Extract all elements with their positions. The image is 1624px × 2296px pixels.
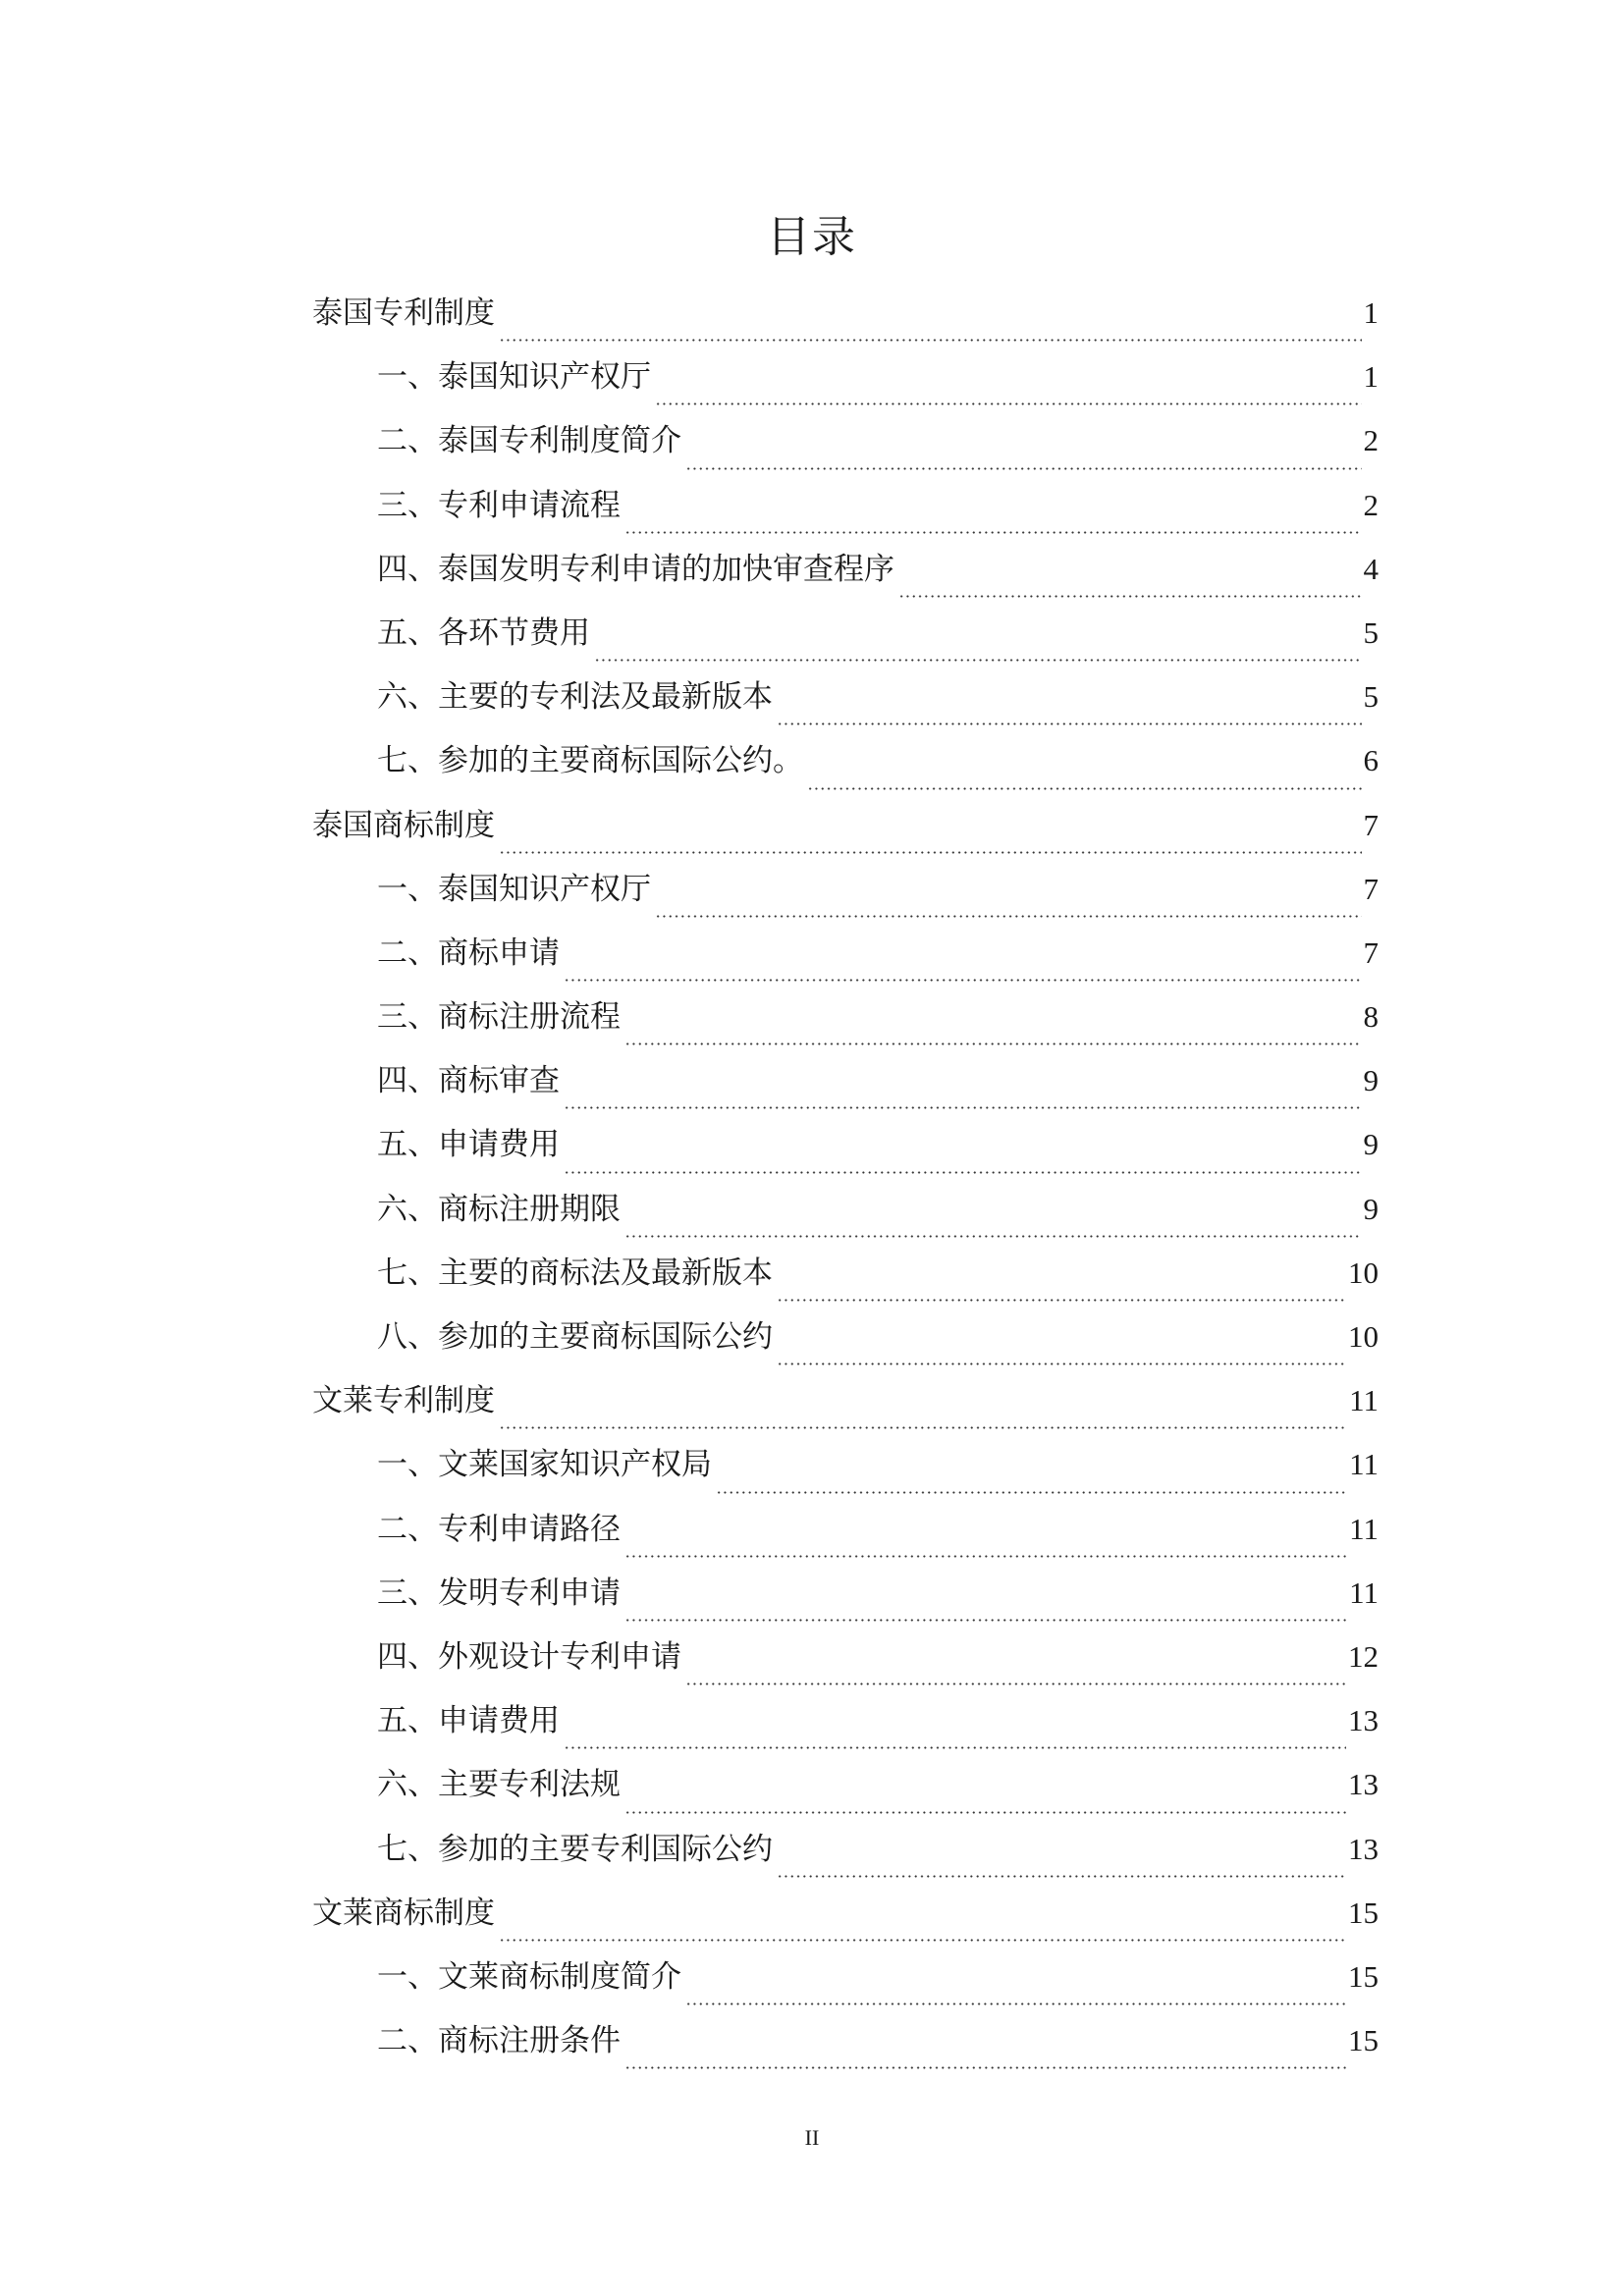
- toc-entry-label: 七、主要的商标法及最新版本: [377, 1255, 773, 1291]
- toc-entry-page-number: 10: [1348, 1255, 1379, 1290]
- toc-entry-label: 五、申请费用: [377, 1703, 560, 1739]
- toc-section-entry[interactable]: [312, 352, 1379, 416]
- toc-entry-label: 文莱专利制度: [312, 1383, 495, 1419]
- toc-entry-page-number: 13: [1348, 1831, 1379, 1866]
- toc-entry-page-number: 1: [1363, 295, 1379, 330]
- toc-dot-leader: [807, 787, 1362, 790]
- toc-entry-label: 泰国商标制度: [312, 807, 495, 843]
- toc-dot-leader: [624, 1619, 1347, 1622]
- toc-entry-label: 四、商标审查: [377, 1063, 560, 1099]
- toc-section-entry[interactable]: [312, 481, 1379, 545]
- toc-entry-label: 七、参加的主要专利国际公约: [377, 1831, 773, 1867]
- toc-entry-page-number: 5: [1363, 679, 1379, 715]
- toc-section-entry[interactable]: [312, 929, 1379, 992]
- toc-entry-label: 二、泰国专利制度简介: [377, 423, 681, 459]
- toc-dot-leader: [624, 1555, 1347, 1558]
- toc-entry-label: 七、参加的主要商标国际公约。: [377, 743, 803, 779]
- toc-entry-label: 八、参加的主要商标国际公约: [377, 1319, 773, 1355]
- toc-entry-label: 六、主要专利法规: [377, 1767, 621, 1803]
- toc-entry-label: 二、商标申请: [377, 934, 560, 971]
- toc-entry-page-number: 15: [1348, 2023, 1379, 2058]
- toc-dot-leader: [655, 915, 1362, 918]
- toc-section-entry[interactable]: [312, 1505, 1379, 1569]
- page-number: II: [804, 2125, 820, 2150]
- toc-entry-page-number: 13: [1348, 1767, 1379, 1802]
- toc-entry-page-number: 9: [1363, 1127, 1379, 1162]
- toc-dot-leader: [685, 1682, 1346, 1685]
- toc-dot-leader: [624, 1042, 1362, 1045]
- toc-section-entry[interactable]: [312, 1952, 1379, 2016]
- toc-entry-label: 一、文莱国家知识产权局: [377, 1447, 712, 1483]
- toc-entry-page-number: 2: [1363, 423, 1379, 458]
- toc-section-entry[interactable]: [312, 992, 1379, 1056]
- toc-section-entry[interactable]: [312, 2016, 1379, 2080]
- toc-chapter-entry[interactable]: [312, 1889, 1379, 1952]
- toc-section-entry[interactable]: [312, 1632, 1379, 1696]
- table-of-contents: [312, 289, 1379, 2080]
- toc-entry-label: 四、泰国发明专利申请的加快审查程序: [377, 551, 894, 587]
- toc-entry-page-number: 7: [1363, 807, 1379, 842]
- toc-section-entry[interactable]: [312, 672, 1379, 736]
- toc-dot-leader: [624, 1811, 1346, 1814]
- toc-dot-leader: [624, 531, 1362, 534]
- toc-section-entry[interactable]: [312, 1056, 1379, 1120]
- toc-entry-label: 二、专利申请路径: [377, 1511, 621, 1547]
- toc-entry-page-number: 9: [1363, 1191, 1379, 1226]
- toc-entry-page-number: 10: [1348, 1319, 1379, 1354]
- toc-entry-page-number: 2: [1363, 487, 1379, 522]
- toc-entry-page-number: 8: [1363, 999, 1379, 1035]
- toc-section-entry[interactable]: [312, 736, 1379, 800]
- toc-chapter-entry[interactable]: [312, 289, 1379, 352]
- toc-dot-leader: [564, 1171, 1362, 1174]
- toc-dot-leader: [777, 1362, 1346, 1365]
- toc-dot-leader: [898, 595, 1362, 598]
- toc-section-entry[interactable]: [312, 1312, 1379, 1376]
- toc-dot-leader: [655, 402, 1362, 405]
- toc-entry-page-number: 15: [1348, 1895, 1379, 1930]
- toc-entry-page-number: 7: [1363, 871, 1379, 906]
- toc-dot-leader: [685, 467, 1362, 470]
- toc-entry-label: 五、申请费用: [377, 1127, 560, 1163]
- toc-section-entry[interactable]: [312, 1249, 1379, 1312]
- toc-section-entry[interactable]: [312, 545, 1379, 609]
- toc-dot-leader: [564, 1106, 1362, 1109]
- toc-section-entry[interactable]: [312, 416, 1379, 480]
- toc-entry-label: 一、泰国知识产权厅: [377, 871, 651, 907]
- toc-dot-leader: [564, 979, 1362, 982]
- toc-entry-label: 三、专利申请流程: [377, 487, 621, 523]
- toc-entry-page-number: 1: [1363, 359, 1379, 395]
- toc-entry-page-number: 7: [1363, 934, 1379, 970]
- toc-section-entry[interactable]: [312, 1825, 1379, 1889]
- toc-entry-page-number: 11: [1349, 1511, 1379, 1546]
- toc-dot-leader: [624, 1235, 1362, 1238]
- toc-entry-label: 六、主要的专利法及最新版本: [377, 679, 773, 716]
- toc-entry-page-number: 6: [1363, 743, 1379, 778]
- toc-entry-label: 六、商标注册期限: [377, 1191, 621, 1227]
- toc-dot-leader: [777, 1875, 1346, 1878]
- toc-dot-leader: [716, 1491, 1347, 1494]
- toc-entry-page-number: 11: [1349, 1383, 1379, 1418]
- toc-entry-page-number: 11: [1349, 1575, 1379, 1610]
- toc-dot-leader: [777, 722, 1362, 725]
- toc-section-entry[interactable]: [312, 1440, 1379, 1504]
- toc-entry-label: 五、各环节费用: [377, 614, 590, 651]
- toc-dot-leader: [685, 2002, 1346, 2005]
- toc-dot-leader: [594, 659, 1362, 662]
- toc-dot-leader: [499, 339, 1362, 342]
- toc-entry-label: 一、文莱商标制度简介: [377, 1958, 681, 1995]
- toc-dot-leader: [777, 1299, 1346, 1302]
- toc-entry-label: 文莱商标制度: [312, 1895, 495, 1931]
- toc-entry-label: 泰国专利制度: [312, 295, 495, 331]
- toc-section-entry[interactable]: [312, 865, 1379, 929]
- toc-entry-label: 一、泰国知识产权厅: [377, 359, 651, 396]
- toc-section-entry[interactable]: [312, 1569, 1379, 1632]
- toc-entry-page-number: 15: [1348, 1958, 1379, 1994]
- toc-chapter-entry[interactable]: [312, 1376, 1379, 1440]
- toc-entry-page-number: 12: [1348, 1638, 1379, 1674]
- toc-entry-page-number: 11: [1349, 1447, 1379, 1482]
- toc-section-entry[interactable]: [312, 1185, 1379, 1249]
- toc-entry-label: 四、外观设计专利申请: [377, 1638, 681, 1675]
- toc-dot-leader: [499, 1426, 1347, 1429]
- toc-dot-leader: [499, 1939, 1346, 1942]
- toc-entry-page-number: 4: [1363, 551, 1379, 586]
- toc-entry-page-number: 9: [1363, 1063, 1379, 1098]
- toc-entry-page-number: 5: [1363, 614, 1379, 650]
- toc-section-entry[interactable]: [312, 1696, 1379, 1760]
- toc-section-entry[interactable]: [312, 609, 1379, 672]
- toc-entry-page-number: 13: [1348, 1703, 1379, 1738]
- toc-entry-label: 三、发明专利申请: [377, 1575, 621, 1611]
- toc-dot-leader: [624, 2066, 1346, 2069]
- toc-section-entry[interactable]: [312, 1760, 1379, 1824]
- toc-title: 目录: [767, 212, 857, 262]
- toc-entry-label: 三、商标注册流程: [377, 999, 621, 1036]
- toc-dot-leader: [564, 1746, 1346, 1749]
- toc-section-entry[interactable]: [312, 1120, 1379, 1184]
- toc-chapter-entry[interactable]: [312, 801, 1379, 865]
- toc-entry-label: 二、商标注册条件: [377, 2023, 621, 2059]
- toc-dot-leader: [499, 851, 1362, 854]
